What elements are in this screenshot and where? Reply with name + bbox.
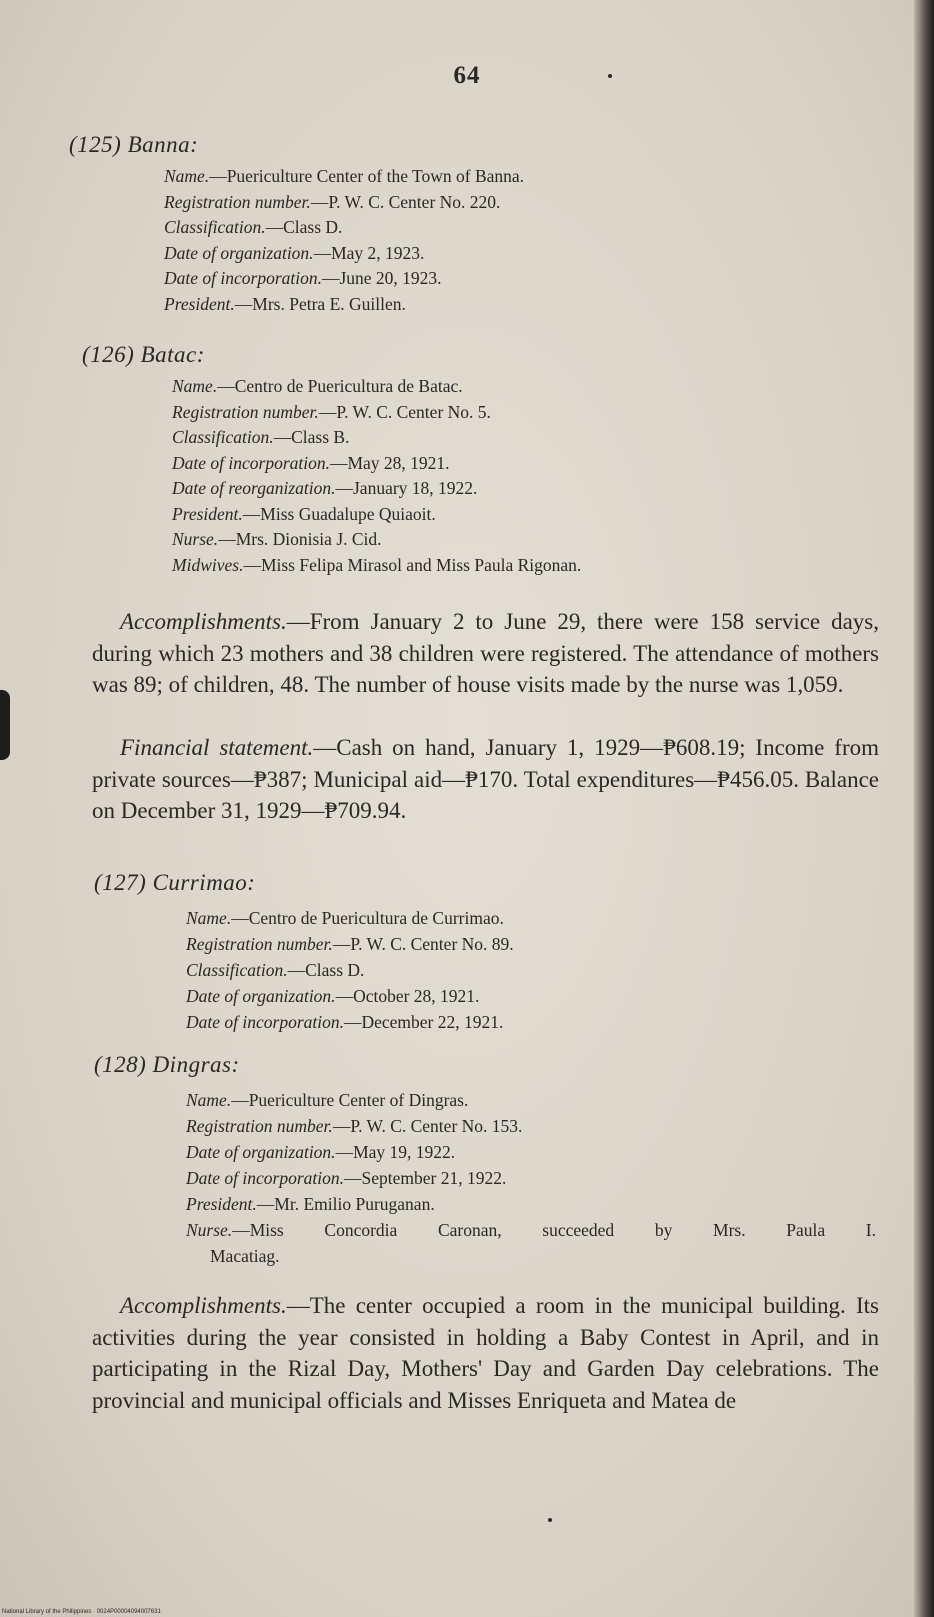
field-date-of-incorporation: Date of incorporation.—June 20, 1923. — [164, 268, 442, 288]
field-classification: Classification.—Class D. — [164, 217, 343, 237]
scan-artifact-mark — [0, 690, 10, 760]
section-heading-banna: (125) Banna: — [69, 132, 199, 157]
field-midwives: Midwives.—Miss Felipa Mirasol and Miss Paula Rigonan. — [172, 554, 582, 575]
field-president: President.—Miss Guadalupe Quiaoit. — [172, 503, 436, 524]
field-president: President.—Mrs. Petra E. Guillen. — [164, 293, 406, 314]
field-president: President.—Mr. Emilio Puruganan. — [186, 1194, 435, 1214]
field-classification: Classification.—Class D. — [186, 960, 365, 980]
field-nurse-continued: Macatiag. — [210, 1246, 280, 1266]
field-registration-number: Registration number.—P. W. C. Center No. 5. — [172, 401, 491, 422]
field-date-of-incorporation: Date of incorporation.—December 22, 1921. — [186, 1012, 504, 1032]
field-name: Name.—Centro de Puericultura de Currimao. — [186, 908, 504, 928]
print-speck — [608, 74, 612, 78]
field-date-of-reorganization: Date of reorganization.—January 18, 1922. — [172, 478, 478, 498]
section-heading-currimao: (127) Currimao: — [94, 870, 256, 895]
paragraph-accomplishments-dingras: Accomplishments.—The center occupied a room in the municipal building. Its activities during the year consisted in holding a Baby Contest in April, and in participating in the Rizal Day, Mothers' Day and Garden Day celebrations. The provincial and municipal officials and Misses Enriqueta and Matea de — [92, 1293, 879, 1413]
field-nurse: Nurse.—Mrs. Dionisia J. Cid. — [172, 529, 382, 549]
field-registration-number: Registration number.—P. W. C. Center No. 153. — [186, 1116, 523, 1136]
field-name: Name.—Puericulture Center of the Town of Banna. — [164, 166, 525, 186]
paragraph-financial-statement-batac: Financial statement.—Cash on hand, January 1, 1929—₱608.19; Income from private sources—₱387; Municipal aid—₱170. Total expenditures—₱456.05. Balance on December 31, 1929—₱709.94. — [92, 735, 880, 823]
field-date-of-organization: Date of organization.—May 2, 1923. — [164, 242, 425, 263]
page-number: 64 — [453, 62, 481, 89]
print-speck — [548, 1518, 552, 1522]
field-registration-number: Registration number.—P. W. C. Center No. 89. — [186, 934, 514, 954]
field-name: Name.—Puericulture Center of Dingras. — [186, 1090, 469, 1110]
section-heading-dingras: (128) Dingras: — [94, 1052, 240, 1077]
field-name: Name.—Centro de Puericultura de Batac. — [172, 376, 463, 396]
field-registration-number: Registration number.—P. W. C. Center No. 220. — [164, 191, 501, 212]
field-classification: Classification.—Class B. — [172, 427, 350, 447]
field-nurse: Nurse.—Miss Concordia Caronan, succeeded by Mrs. Paula I. — [186, 1220, 876, 1240]
page-binding-edge — [914, 0, 934, 1617]
paragraph-accomplishments-batac: Accomplishments.—From January 2 to June 29, there were 158 service days, during which 23 mothers and 38 children were registered. The attendance of mothers was 89; of children, 48. The number of house visits made by the nurse was 1,059. — [92, 609, 879, 697]
field-date-of-organization: Date of organization.—October 28, 1921. — [186, 986, 480, 1006]
scan-footer-credit: National Library of the Philippines · 0024P00004094007631 — [2, 1609, 161, 1615]
field-date-of-incorporation: Date of incorporation.—September 21, 1922. — [186, 1168, 507, 1188]
section-heading-batac: (126) Batac: — [82, 342, 205, 367]
field-date-of-incorporation: Date of incorporation.—May 28, 1921. — [172, 452, 450, 473]
field-date-of-organization: Date of organization.—May 19, 1922. — [186, 1142, 456, 1162]
